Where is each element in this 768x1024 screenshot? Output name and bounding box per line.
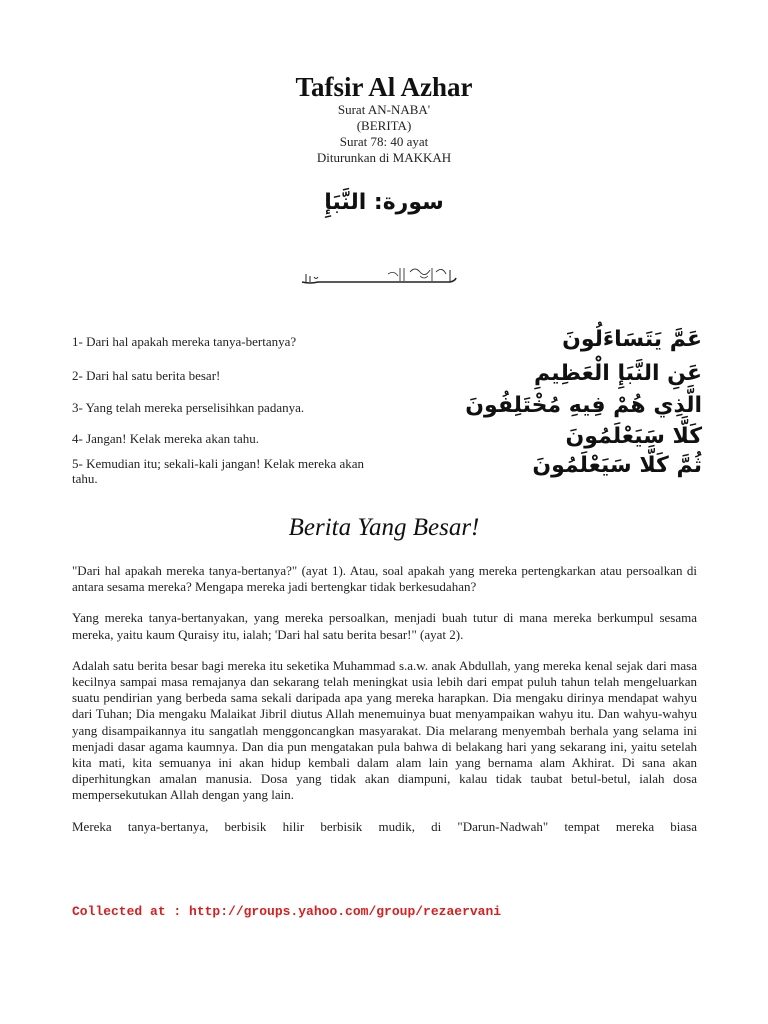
paragraph: Mereka tanya-bertanya, berbisik hilir berbisik mudik, di "Darun-Nadwah" tempat mereka biasa bbox=[72, 818, 697, 834]
surah-arabic-title: سورة: النَّبَإِ bbox=[324, 190, 444, 215]
verse-arabic: عَنِ النَّبَإِ الْعَظِيمِ bbox=[533, 361, 702, 386]
verse-arabic: كَلَّا سَيَعْلَمُونَ bbox=[565, 424, 702, 449]
verse-translation: 3- Yang telah mereka perselisihkan padanya. bbox=[72, 400, 305, 415]
verse-row bbox=[72, 453, 702, 486]
document-header bbox=[0, 72, 768, 166]
source-footer-link[interactable]: Collected at : http://groups.yahoo.com/group/rezaervani bbox=[72, 904, 502, 919]
verse-translation: 5- Kemudian itu; sekali-kali jangan! Kelak mereka akan tahu. bbox=[72, 456, 365, 486]
verse-translation: 2- Dari hal satu berita besar! bbox=[72, 368, 221, 383]
surah-latin-name: Surat AN-NABA' bbox=[337, 102, 431, 117]
document-title: Tafsir Al Azhar bbox=[295, 72, 473, 102]
paragraph: Yang mereka tanya-bertanyakan, yang mereka persoalkan, menjadi buah tutur di mana mereka berkumpul sesama mereka, yaitu kaum Quraisy itu, ialah; 'Dari hal satu berita besar!" (ayat 2). bbox=[72, 610, 697, 642]
verse-arabic: عَمَّ يَتَسَاءَلُونَ bbox=[562, 327, 702, 352]
surah-meaning: (BERITA) bbox=[356, 118, 412, 133]
revelation-place: Diturunkan di MAKKAH bbox=[316, 150, 452, 165]
verse-list bbox=[72, 327, 702, 486]
verse-translation: 4- Jangan! Kelak mereka akan tahu. bbox=[72, 431, 259, 446]
paragraph: Adalah satu berita besar bagi mereka itu seketika Muhammad s.a.w. anak Abdullah, yang mereka kenal sejak dari masa kecilnya sampai masa remajanya dan sekarang telah meningkat usia lebih dari empat puluh tahun telah mengeluarkan suatu pendirian yang berbeda sama sekali daripada apa yang mereka harapkan. Dia mengaku dirinya mendapat wahyu dari Tuhan; Dia mengaku Malaikat Jibril diutus Allah menemuinya buat menyampaikan wahyu itu. Dan wahyu-wahyu yang disampaikannya itu sangatlah menggoncangkan masyarakat. Dia melarang menyembah berhala yang selama ini menjadi dasar agama kaumnya. Dan dia pun mengatakan pula bahwa di belakang hari yang sekarang ini, yaitu setelah kita mati, kita semuanya ini akan hidup kembali dalam alam lain yang bernama alam Akhirat. Di sana akan diperhitungkan amalan manusia. Dosa yang tidak akan diampuni, kalau tidak taubat betul-betul, ialah dosa mempersekutukan Allah dengan yang lain. bbox=[72, 657, 697, 803]
paragraph: "Dari hal apakah mereka tanya-bertanya?" (ayat 1). Atau, soal apakah yang mereka pertengkarkan atau persoalkan di antara sesama mereka? Mengapa mereka jadi bertengkar tidak berkesudahan? bbox=[72, 563, 697, 595]
section-heading: Berita Yang Besar! bbox=[288, 514, 480, 541]
verse-arabic: ثُمَّ كَلَّا سَيَعْلَمُونَ bbox=[532, 453, 702, 478]
commentary-body bbox=[72, 563, 697, 850]
basmala-calligraphy-icon bbox=[300, 262, 460, 286]
verse-arabic: الَّذِي هُمْ فِيهِ مُخْتَلِفُونَ bbox=[465, 393, 702, 418]
verse-translation: 1- Dari hal apakah mereka tanya-bertanya? bbox=[72, 334, 297, 349]
surah-info: Surat 78: 40 ayat bbox=[339, 134, 429, 149]
